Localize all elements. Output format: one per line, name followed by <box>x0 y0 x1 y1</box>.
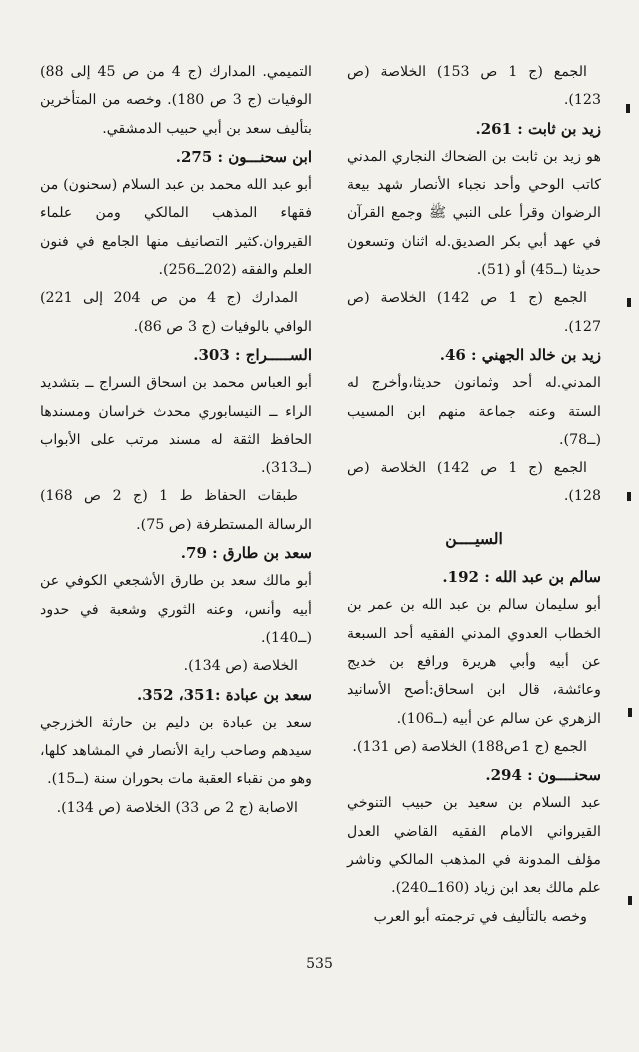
entry-heading: ابن سحنـــون : 275. <box>175 147 312 166</box>
entry-text: أبو سليمان سالم بن عبد الله بن عمر بن الخطاب العدوي المدني الفقيه أحد السبعة عن أبيه وأبي هريرة ورافع بن خديج وعائشة، قال ابن اسحاق:أصح الأسانيد الزهري عن سالم عن أبيه (ــ106). <box>347 597 601 727</box>
entry-heading: سحنــــون : 294. <box>485 766 601 785</box>
reference-line: المدارك (ج 4 من ص 204 إلى 221) الوافي بالوفيات (ج 3 ص 86). <box>40 290 312 335</box>
entry-text: أبو مالك سعد بن طارق الأشجعي الكوفي عن أبيه وأنس، وعنه الثوري وشعبة في حدود (ــ140). <box>40 573 312 646</box>
left-text-column <box>40 58 312 822</box>
reference-line: وخصه بالتأليف في ترجمته أبو العرب <box>373 908 587 925</box>
section-letter-heading: السيــــن <box>445 528 503 548</box>
reference-line: الجمع (ج 1ص188) الخلاصة (ص 131). <box>352 738 587 755</box>
entry-heading: زيد بن ثابت : 261. <box>475 119 601 138</box>
right-text-column <box>347 58 601 931</box>
entry-text: المدني.له أحد وثمانون حديثا،وأخرج له الستة وعنه جماعة منهم ابن المسيب (ــ78). <box>347 375 601 448</box>
entry-text: سعد بن عبادة بن دليم بن حارثة الخزرجي سيدهم وصاحب راية الأنصار في المشاهد كلها، وهو من نقباء العقبة مات بحوران سنة (ــ15). <box>40 714 312 788</box>
entry-heading: سالم بن عبد الله : 192. <box>442 568 601 587</box>
page-number: 535 <box>306 956 333 972</box>
entry-text: التميمي. المدارك (ج 4 من ص 45 إلى 88) الوفيات (ج 3 ص 180). وخصه من المتأخرين بتأليف سعد بن أبي حبيب الدمشقي. <box>40 64 312 137</box>
entry-text: أبو عبد الله محمد بن عبد السلام (سحنون) من فقهاء المذهب المالكي ومن علماء القيروان.كثير التصانيف منها الجامع في فنون العلم والفقه (202ــ256). <box>40 177 312 279</box>
reference-line: الجمع (ج 1 ص 142) الخلاصة (ص 127). <box>347 290 601 335</box>
entry-heading: الســـــراج : 303. <box>193 345 312 364</box>
entry-heading: سعد بن طارق : 79. <box>180 544 312 563</box>
entry-text: عبد السلام بن سعيد بن حبيب التنوخي القيرواني الامام الفقيه القاضي العدل مؤلف المدونة في المذهب المالكي وناشر علم مالك بعد ابن زياد (160ــ240). <box>347 795 601 897</box>
reference-line: الجمع (ج 1 ص 142) الخلاصة (ص 128). <box>347 460 601 505</box>
entry-text: أبو العباس محمد بن اسحاق السراج ــ بتشديد الراء ــ النيسابوري محدث خراسان ومسندها الحافظ الثقة له مسند مرتب على الأبواب (ــ313). <box>40 375 312 477</box>
reference-line: الخلاصة (ص 134). <box>183 658 298 675</box>
binding-mark <box>627 492 631 501</box>
reference-line: الاصابة (ج 2 ص 33) الخلاصة (ص 134). <box>56 799 298 816</box>
binding-mark <box>628 896 632 905</box>
binding-mark <box>628 708 632 717</box>
entry-heading: سعد بن عبادة :351، 352. <box>137 685 312 704</box>
entry-text: هو زيد بن ثابت بن الضحاك النجاري المدني كاتب الوحي وأحد نجباء الأنصار شهد بيعة الرضوان وقرأ على النبي ﷺ وجمع القرآن في عهد أبي بكر الصديق.له اثنان وتسعون حديثا (ــ45) أو (51). <box>347 148 601 279</box>
entry-heading: زيد بن خالد الجهني : 46. <box>439 345 601 364</box>
binding-mark <box>627 298 631 307</box>
reference-line: طبقات الحفاظ ط 1 (ج 2 ص 168) الرسالة المستطرفة (ص 75). <box>40 488 312 533</box>
reference-line: الجمع (ج 1 ص 153) الخلاصة (ص 123). <box>347 64 601 109</box>
binding-mark <box>626 104 630 113</box>
